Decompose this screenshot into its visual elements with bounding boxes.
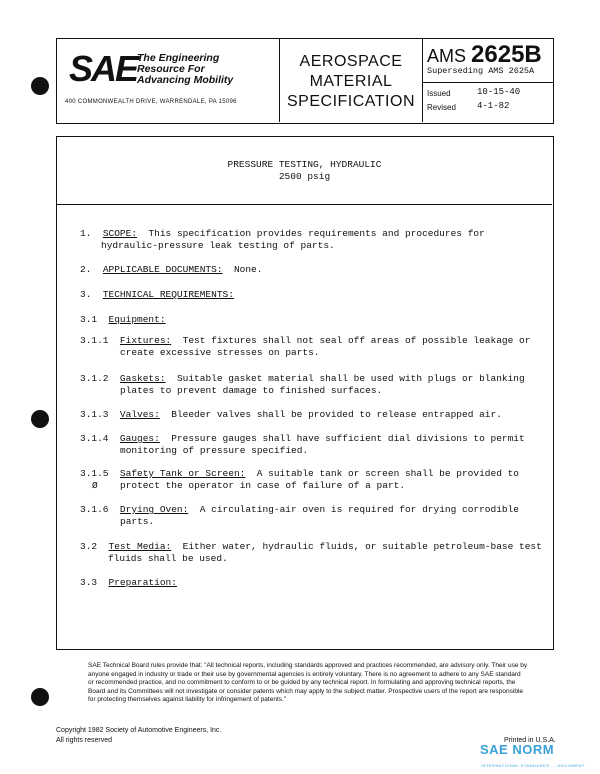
revision-mark: Ø (92, 480, 98, 491)
section-heading: Test Media: (108, 541, 172, 552)
section-heading: Preparation: (108, 577, 177, 588)
section-heading: Safety Tank or Screen: (119, 468, 246, 479)
document-body (56, 136, 554, 650)
section-valves (80, 409, 502, 421)
tagline-line: Resource For (137, 63, 205, 75)
section-text: Either water, hydraulic fluids, or suitable petroleum-base test (182, 541, 542, 552)
spec-number-block (423, 39, 553, 122)
superseding-note: Superseding AMS 2625A (427, 66, 535, 76)
section-text: None. (233, 264, 263, 275)
section-safety-tank (80, 468, 519, 492)
sae-norm-watermark: SAE NORM (480, 742, 555, 757)
section-heading: Gaskets: (119, 373, 166, 384)
rights-text: All rights reserved (56, 737, 113, 744)
section-number: 3.1.4 (80, 433, 109, 444)
section-heading: APPLICABLE DOCUMENTS: (102, 264, 223, 275)
section-heading: SCOPE: (102, 228, 138, 239)
section-equipment (80, 314, 166, 326)
section-scope (80, 228, 485, 252)
section-heading: Drying Oven: (119, 504, 189, 515)
section-text: parts. (120, 516, 155, 527)
section-number: 2. (80, 264, 92, 275)
section-text: Bleeder valves shall be provided to release entrapped air. (171, 409, 502, 420)
spec-type-line: SPECIFICATION (287, 93, 415, 110)
issued-label: Issued (427, 89, 451, 98)
section-text: plates to prevent damage to finished surfaces. (120, 385, 383, 396)
section-fixtures (80, 335, 530, 359)
section-drying-oven (80, 504, 519, 528)
section-number: 3.1 (80, 314, 98, 325)
section-number: 3.1.2 (80, 373, 109, 384)
section-number: 3.3 (80, 577, 98, 588)
document-title: PRESSURE TESTING, HYDRAULIC (227, 159, 382, 170)
sae-address: 400 COMMONWEALTH DRIVE, WARRENDALE, PA 15096 (65, 99, 237, 105)
revised-date: 4-1-82 (477, 101, 510, 111)
section-heading: Equipment: (108, 314, 166, 325)
section-text: A circulating-air oven is required for drying corrodible (199, 504, 520, 515)
sae-logo-block (57, 39, 280, 122)
copyright-block (56, 726, 221, 746)
printed-in: Printed in U.S.A. (504, 737, 556, 744)
section-text: hydraulic-pressure leak testing of parts. (101, 240, 335, 251)
section-applicable-documents (80, 264, 262, 276)
section-number: 3.2 (80, 541, 98, 552)
section-heading: TECHNICAL REQUIREMENTS: (102, 289, 234, 300)
section-text: This specification provides requirements and procedures for (148, 228, 485, 239)
section-gaskets (80, 373, 525, 397)
section-text: Suitable gasket material shall be used with plugs or blanking (176, 373, 525, 384)
sae-tagline (137, 53, 233, 86)
spec-type-block (280, 39, 423, 122)
section-text: A suitable tank or screen shall be provided to (256, 468, 519, 479)
copyright-text: Copyright 1982 Society of Automotive Engineers, Inc. (56, 727, 222, 734)
ams-number (427, 41, 542, 69)
sae-logo: SAE (69, 48, 138, 89)
spec-type-line: AEROSPACE (299, 53, 403, 70)
section-number: 3. (80, 289, 92, 300)
revised-label: Revised (427, 103, 456, 112)
spec-type-line: MATERIAL (309, 73, 393, 90)
divider (57, 204, 552, 205)
section-text: Pressure gauges shall have sufficient dial divisions to permit (171, 433, 525, 444)
section-heading: Fixtures: (119, 335, 172, 346)
section-preparation (80, 577, 177, 589)
section-text: fluids shall be used. (108, 553, 228, 564)
section-number: 1. (80, 228, 92, 239)
tagline-line: Advancing Mobility (137, 74, 234, 86)
section-text: monitoring of pressure specified. (120, 445, 309, 456)
divider (423, 82, 553, 83)
section-number: 3.1.6 (80, 504, 109, 515)
document-header (56, 38, 554, 124)
section-text: Test fixtures shall not seal off areas of possible leakage or (182, 335, 531, 346)
binder-hole (31, 410, 49, 428)
section-number: 3.1.3 (80, 409, 109, 420)
section-technical-requirements (80, 289, 234, 301)
section-number: 3.1.1 (80, 335, 109, 346)
binder-hole (31, 77, 49, 95)
binder-hole (31, 688, 49, 706)
section-heading: Valves: (119, 409, 160, 420)
document-subtitle: 2500 psig (278, 171, 331, 182)
issued-date: 10-15-40 (477, 87, 521, 97)
ams-code: 2625B (471, 41, 542, 68)
tagline-line: The Engineering (137, 52, 220, 64)
section-gauges (80, 433, 525, 457)
section-number: 3.1.5 (80, 468, 109, 479)
section-text: protect the operator in case of failure of a part. (120, 480, 406, 491)
sae-norm-watermark-sub: INTERNATIONAL STANDARDS ... DOCUMENT (481, 763, 585, 768)
section-heading: Gauges: (119, 433, 160, 444)
section-test-media (80, 541, 542, 565)
technical-board-disclaimer: SAE Technical Board rules provide that: "All technical reports, including standards approved and practices recommended, are advisory only. Their use by anyone engaged in industry or trade or their use by governmental agencies is entirely voluntary. There is no agreement to adhere to any SAE standard or recommended practice, and no commitment to conform to or be guided by any technical report. In formulating and approving technical reports, the Board and its Committees will not investigate or consider patents which may apply to the subject matter. Prospective users of the report are responsible for protecting themselves against liability for infringement of patents." (88, 662, 528, 703)
ams-prefix: AMS (427, 46, 467, 66)
section-text: create excessive stresses on parts. (120, 347, 320, 358)
